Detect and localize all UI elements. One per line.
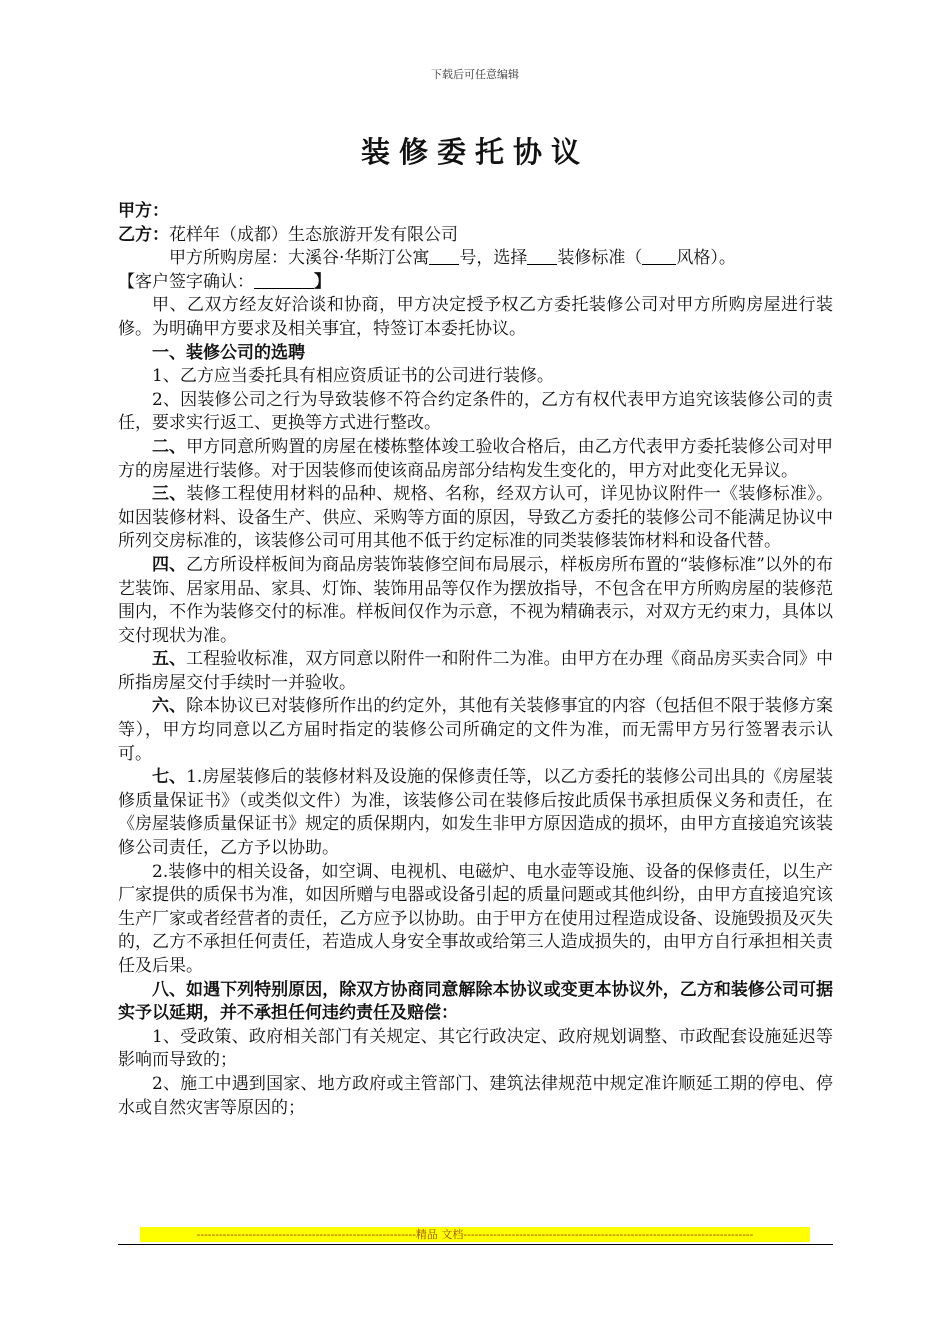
house-text: 甲方所购房屋：大溪谷·华斯汀公寓 (169, 248, 430, 269)
house-text: 装修标准（ (557, 248, 643, 269)
section-7 (118, 766, 833, 860)
section-1-item-2: 2、因装修公司之行为导致装修不符合约定条件的，乙方有权代表甲方追究该装修公司的责任，要求实行返工、更换等方式进行整改。 (118, 389, 833, 434)
document-title: 装修委托协议 (360, 135, 589, 169)
section-number: 二、 (152, 436, 187, 457)
section-text: 甲方同意所购置的房屋在楼栋整体竣工验收合格后，由乙方代表甲方委托装修公司对甲方的房屋进行装修。对于因装修而使该商品房部分结构发生变化的，甲方对此变化无异议。 (118, 436, 834, 481)
house-text: 风格）。 (676, 248, 736, 269)
section-7-item-2: 2.装修中的相关设备，如空调、电视机、电磁炉、电水壶等设施、设备的保修责任，以生产厂家提供的质保书为准，如因所赠与电器或设备引起的质量问题或其他纠纷，由甲方直接追究该生产厂家或者经营者的责任，乙方应予以协助。由于甲方在使用过程造成设备、设施毁损及灭失的，乙方不承担任何责任，若造成人身安全事故或给第三人造成损失的，由甲方自行承担相关责任及后果。 (118, 861, 833, 976)
party-b-label: 乙方： (118, 224, 169, 245)
document-body (118, 200, 833, 1120)
party-a-label: 甲方： (118, 201, 169, 221)
section-text: 装修工程使用材料的品种、规格、名称，经双方认可，详见协议附件一《装修标准》。如因装修材料、设备生产、供应、采购等方面的原因，导致乙方委托的装修公司不能满足协议中所列交房标准的，该装修公司可用其他不低于约定标准的同类装修装饰材料和设备代替。 (118, 484, 834, 552)
party-a-line (118, 200, 833, 224)
signature-blank[interactable] (254, 272, 314, 289)
section-text: 工程验收标准，双方同意以附件一和附件二为准。由甲方在办理《商品房买卖合同》中所指房屋交付手续时一并验收。 (118, 649, 834, 693)
section-text: 1.房屋装修后的装修材料及设施的保修责任等，以乙方委托的装修公司出具的《房屋装修质量保证书》（或类似文件）为准，该装修公司在装修后按此质保书承担质保义务和责任，在《房屋装修质量保证书》规定的质保期内，如发生非甲方原因造成的损坏，由甲方直接追究该装修公司责任，乙方予以协助。 (118, 767, 834, 859)
header-note: 下载后可任意编辑 (431, 68, 519, 81)
section-8-item-1: 1、受政策、政府相关部门有关规定、其它行政决定、政府规划调整、市政配套设施延迟等影响而导致的； (118, 1026, 833, 1071)
section-8-heading: 八、如遇下列特别原因，除双方协商同意解除本协议或变更本协议外，乙方和装修公司可据实予以延期，并不承担任何违约责任及赔偿： (118, 979, 833, 1024)
section-4 (118, 554, 833, 648)
section-1-item-1: 1、乙方应当委托具有相应资质证书的公司进行装修。 (152, 366, 554, 387)
section-1-heading: 一、装修公司的选聘 (152, 342, 305, 363)
confirm-line (118, 271, 833, 295)
section-5 (118, 648, 833, 695)
standard-blank[interactable] (527, 248, 557, 265)
section-2 (118, 436, 833, 483)
house-line (118, 247, 833, 271)
section-8-item-2: 2、施工中遇到国家、地方政府或主管部门、建筑法律规范中规定准许顺延工期的停电、停水或自然灾害等原因的； (118, 1073, 833, 1118)
section-3 (118, 483, 833, 554)
intro-paragraph: 甲、乙双方经友好洽谈和协商，甲方决定授予权乙方委托装修公司对甲方所购房屋进行装修。为明确甲方要求及相关事宜，特签订本委托协议。 (118, 295, 833, 339)
section-number: 四、 (152, 554, 187, 575)
footer-divider (118, 1244, 833, 1245)
house-text: 号，选择 (459, 248, 528, 269)
unit-number-blank[interactable] (429, 248, 459, 265)
confirm-bracket: 】 (314, 271, 331, 292)
party-b-line (118, 224, 833, 248)
confirm-label: 【客户签字确认： (118, 271, 254, 292)
party-b-name: 花样年（成都）生态旅游开发有限公司 (169, 224, 458, 245)
section-text: 除本协议已对装修所作出的约定外，其他有关装修事宜的内容（包括但不限于装修方案等），甲方均同意以乙方届时指定的装修公司所确定的文件为准，而无需甲方另行签署表示认可。 (118, 696, 834, 764)
section-number: 三、 (152, 484, 187, 505)
section-text: 乙方所设样板间为商品房装饰装修空间布局展示，样板房所布置的“装修标准”以外的布艺装饰、居家用品、家具、灯饰、装饰用品等仅作为摆放指导，不包含在甲方所购房屋的装修范围内，不作为装修交付的标准。样板间仅作为示意，不视为精确表示，对双方无约束力，具体以交付现状为准。 (118, 554, 833, 646)
section-number: 六、 (152, 696, 187, 717)
section-number: 五、 (152, 649, 187, 670)
section-number: 七、 (152, 767, 187, 788)
style-blank[interactable] (642, 248, 676, 265)
footer-watermark: -----------------------------------------------------------精品 文档------------------------------------------------------------------------------ (140, 1227, 810, 1242)
section-6 (118, 695, 833, 766)
